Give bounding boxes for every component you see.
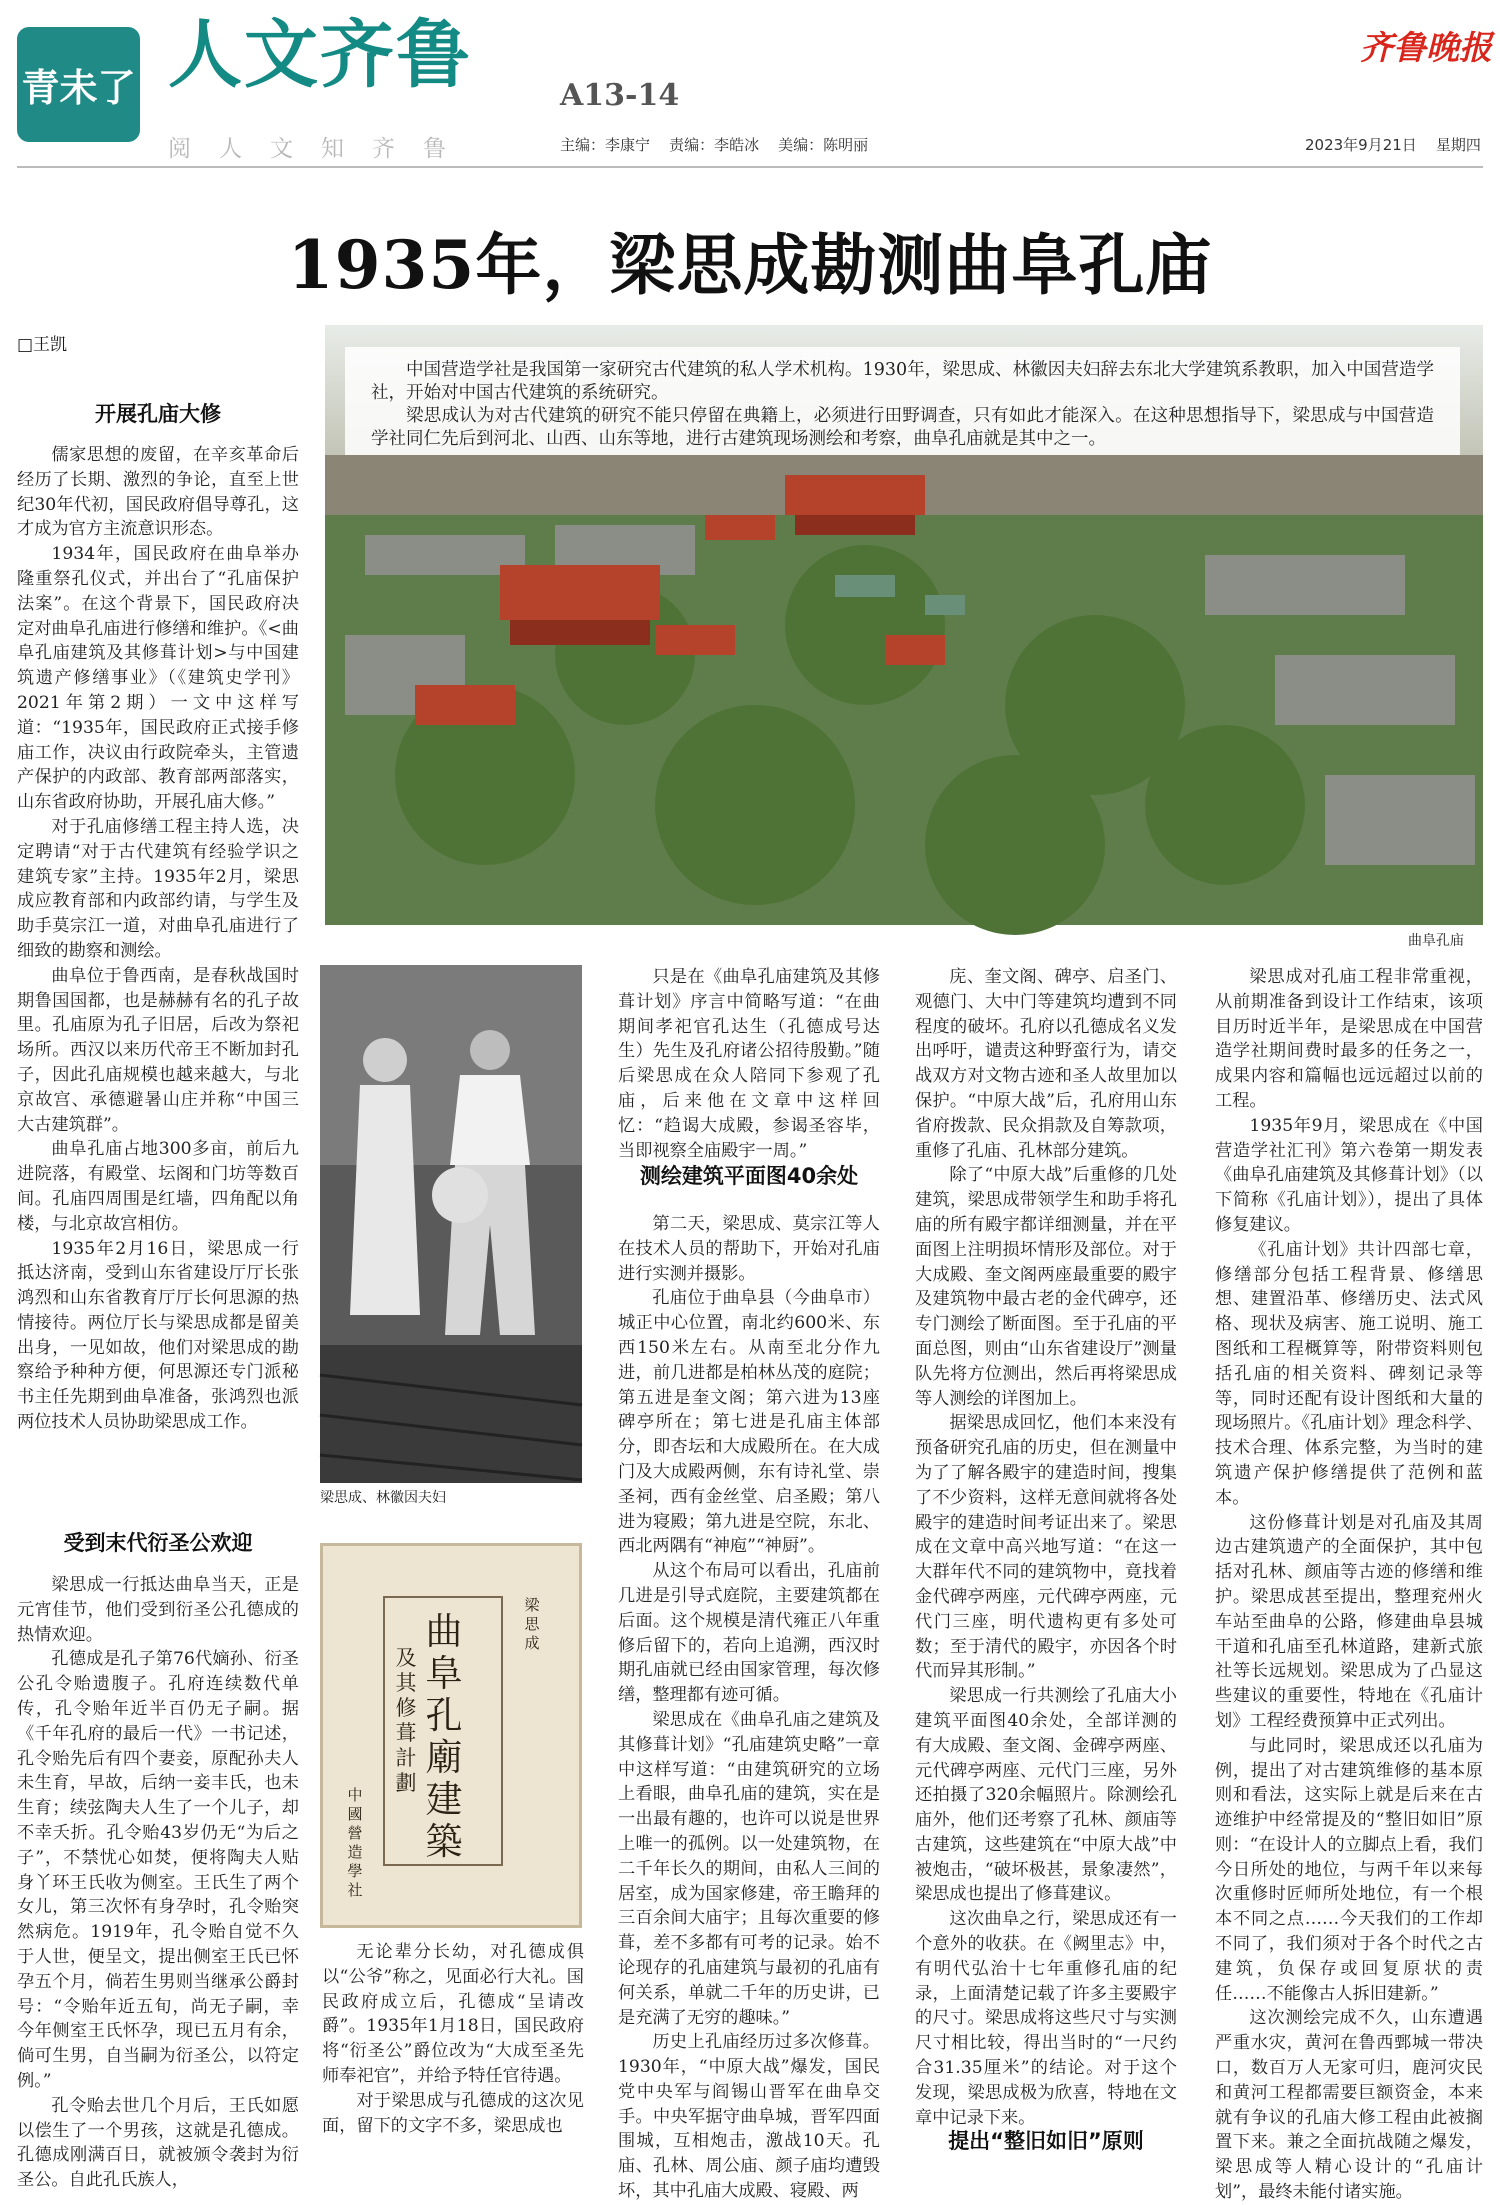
book-author: 梁思成 (524, 1596, 540, 1652)
article-intro (345, 347, 1460, 455)
paragraph: 孔德成是孔子第76代嫡孙、衍圣公孔令贻遗腹子。孔府连续数代单传，孔令贻年近半百仍无子嗣。据《千年孔府的最后一代》一书记述，孔令贻先后有四个妻妾，原配孙夫人未生育，早故，后纳一妾丰氏，也未生育；续弦陶夫人生了一个儿子，却不幸夭折。孔令贻43岁仍无“为后之子”，不禁忧心如焚，便将陶夫人贴身丫环王氏收为侧室。王氏生了两个女儿，第三次怀有身孕时，孔令贻突然病危。1919年，孔令贻自觉不久于人世，便呈文，提出侧室王氏已怀孕五个月，倘若生男则当继承公爵封号：“令贻年近五旬，尚无子嗣，幸今年侧室王氏怀孕，现已五月有余，倘可生男，自当嗣为衍圣公，以符定例。” (17, 1649, 299, 2091)
column-logo: 青未了 (17, 27, 140, 142)
book-title: 曲阜孔廟建築 (425, 1610, 463, 1863)
page-number: A13-14 (560, 78, 680, 113)
paragraph: 这次测绘完成不久，山东遭遇严重水灾，黄河在鲁西鄄城一带决口，数百万人无家可归，鹿河灾民和黄河工程都需要巨额资金，本来就有争议的孔庙大修工程由此被搁置下来。兼之全面抗战随之爆发，梁思成等人精心设计的“孔庙计划”，最终未能付诸实施。 (1215, 2008, 1483, 2203)
paragraph: 对于梁思成与孔德成的这次见面，留下的文字不多，梁思成也 (322, 2090, 584, 2136)
newspaper-logo: 齐鲁晚报 (1360, 28, 1492, 67)
issue-date: 2023年9月21日 星期四 (1305, 136, 1481, 154)
subheading-1: 开展孔庙大修 (95, 402, 221, 426)
paragraph: 儒家思想的废留，在辛亥革命后经历了长期、激烈的争论，直至上世纪30年代初，国民政府倡导尊孔，这才成为官方主流意识形态。 (17, 445, 299, 540)
book-cover-photo (320, 1543, 582, 1928)
paragraph: 据梁思成回忆，他们本来没有预备研究孔庙的历史，但在测量中为了了解各殿宇的建造时间，搜集了不少资料，这样无意间就将各处殿宇的建造时间考证出来了。梁思成在文章中高兴地写道：“在这一大群年代不同的建筑物中，竟找着金代碑亭两座，元代碑亭两座，元代门三座，明代遗构更有多处可数；至于清代的殿宇，亦因各个时代而异其形制。” (915, 1413, 1177, 1682)
paragraph: 历史上孔庙经历过多次修葺。1930年，“中原大战”爆发，国民党中央军与阎锡山晋军在曲阜交手。中央军据守曲阜城，晋军四面围城，互相炮击，激战10天。孔庙、孔林、周公庙、颜子庙均遭毁坏，其中孔庙大成殿、寝殿、两 (618, 2032, 880, 2202)
subheading-3: 测绘建筑平面图40余处 (639, 1164, 859, 1188)
column-5-text (1215, 965, 1483, 2203)
paragraph: 无论辈分长幼，对孔德成俱以“公爷”称之，见面必行大礼。国民政府成立后，孔德成“呈请改爵”。1935年1月18日，国民政府将“衍圣公”爵位改为“大成至圣先师奉祀官”，并给予特任官待遇。 (322, 1942, 584, 2086)
paragraph: 第二天，梁思成、莫宗江等人在技术人员的帮助下，开始对孔庙进行实测并摄影。 (618, 1214, 880, 1284)
couple-photo-caption: 梁思成、林徽因夫妇 (320, 1490, 446, 1506)
paragraph: 这份修葺计划是对孔庙及其周边古建筑遗产的全面保护，其中包括对孔林、颜庙等古迹的修缮和维护。梁思成甚至提出，整理兖州火车站至曲阜的公路，修建曲阜县城干道和孔庙至孔林道路，建新式旅社等长远规划。梁思成为了凸显这些建议的重要性，特地在《孔庙计划》工程经费预算中正式列出。 (1215, 1512, 1483, 1731)
intro-paragraph-2: 梁思成认为对古代建筑的研究不能只停留在典籍上，必须进行田野调查，只有如此才能深入。在这种思想指导下，梁思成与中国营造学社同仁先后到河北、山西、山东等地，进行古建筑现场测绘和考察，曲阜孔庙就是其中之一。 (371, 406, 1434, 449)
editor-credits: 主编：李康宁 责编：李皓冰 美编：陈明丽 (560, 136, 869, 154)
section-subtitle: 阅人文知齐鲁 (168, 136, 474, 162)
intro-paragraph-1: 中国营造学社是我国第一家研究古代建筑的私人学术机构。1930年，梁思成、林徽因夫妇辞去东北大学建筑系教职，加入中国营造学社，开始对中国古代建筑的系统研究。 (371, 360, 1434, 403)
paragraph: 梁思成一行抵达曲阜当天，正是元宵佳节，他们受到衍圣公孔德成的热情欢迎。 (17, 1575, 299, 1645)
paragraph: 曲阜孔庙占地300多亩，前后九进院落，有殿堂、坛阁和门坊等数百间。孔庙四周围是红墙，四角配以角楼，与北京故宫相仿。 (17, 1139, 299, 1234)
column-3b-text (618, 1212, 880, 2202)
book-subtitle: 及其修葺計劃 (395, 1646, 417, 1795)
subheading-2: 受到末代衍圣公欢迎 (63, 1531, 253, 1555)
paragraph: 孔庙位于曲阜县（今曲阜市）城正中心位置，南北约600米、东西150米左右。从南至北分作九进，前几进都是柏林丛茂的庭院；第五进是奎文阁；第六进为13座碑亭所在；第七进是孔庙主体部分，即杏坛和大成殿所在。在大成门及大成殿两侧，东有诗礼堂、崇圣祠，西有金丝堂、启圣殿；第八进为寝殿；第九进是空院，东北、西北两隅有“神庖”“神厨”。 (618, 1288, 880, 1557)
paragraph: 从这个布局可以看出，孔庙前几进是引导式庭院，主要建筑都在后面。这个规模是清代雍正八年重修后留下的，若向上追溯，西汉时期孔庙就已经由国家管理，每次修缮，整理都有迹可循。 (618, 1561, 880, 1706)
main-photo-caption: 曲阜孔庙 (1408, 933, 1464, 949)
paragraph: 梁思成一行共测绘了孔庙大小建筑平面图40余处，全部详测的有大成殿、奎文阁、金碑亭两座、元代碑亭两座、元代门三座，另外还拍摄了320余幅照片。除测绘孔庙外，他们还考察了孔林、颜庙等古建筑，这些建筑在“中原大战”中被炮击，“破坏极甚，景象凄然”，梁思成也提出了修葺建议。 (915, 1686, 1177, 1905)
column-1b-text (17, 1573, 299, 2198)
paragraph: 只是在《曲阜孔庙建筑及其修葺计划》序言中简略写道：“在曲期间孝祀官孔达生（孔德成号达生）先生及孔府诸公招待殷勤。”随后梁思成在众人陪同下参观了孔庙，后来他在文章中这样回忆：“趋谒大成殿，参谒圣容毕，当即视察全庙殿宇一周。” (618, 967, 880, 1161)
paragraph: 1934年，国民政府在曲阜举办隆重祭孔仪式，并出台了“孔庙保护法案”。在这个背景下，国民政府决定对曲阜孔庙进行修缮和维护。《<曲阜孔庙建筑及其修葺计划>与中国建筑遗产修缮事业》（《建筑史学刊》2021年第2期）一文中这样写道：“1935年，国民政府正式接手修庙工作，决议由行政院牵头，主管遗产保护的内政部、教育部两部落实，山东省政府协助，开展孔庙大修。” (17, 544, 299, 813)
subheading-4: 提出“整旧如旧”原则 (948, 2129, 1144, 2153)
couple-photo-illustration (320, 965, 582, 1483)
column-2-text (322, 1940, 584, 2198)
column-1-text (17, 443, 299, 1508)
paragraph: 与此同时，梁思成还以孔庙为例，提出了对古建筑维修的基本原则和看法，这实际上就是后来在古迹维护中经常提及的“整旧如旧”原则：“在设计人的立脚点上看，我们今日所处的地位，与两千年以来每次重修时匠师所处地位，有一个根本不同之点……今天我们的工作却不同了，我们须对于各个时代之古建筑，负保存或回复原状的责任……不能像古人拆旧建新。” (1215, 1735, 1483, 2004)
article-headline: 1935年，梁思成勘测曲阜孔庙 (287, 226, 1213, 304)
paragraph: 梁思成对孔庙工程非常重视，从前期准备到设计工作结束，该项目历时近半年，是梁思成在中国营造学社期间费时最多的任务之一，成果内容和篇幅也远远超过以前的工程。 (1215, 967, 1483, 1111)
paragraph: 除了“中原大战”后重修的几处建筑，梁思成带领学生和助手将孔庙的所有殿宇都详细测量，并在平面图上注明损坏情形及部位。对于大成殿、奎文阁两座最重要的殿宇及建筑物中最古老的金代碑亭，还专门测绘了断面图。至于孔庙的平面总图，则由“山东省建设厅”测量队先将方位测出，然后再将梁思成等人测绘的详图加上。 (915, 1165, 1177, 1409)
paragraph: 对于孔庙修缮工程主持人选，决定聘请“对于古代建筑有经验学识之建筑专家”主持。1935年2月，梁思成应教育部和内政部约请，与学生及助手莫宗江一道，对曲阜孔庙进行了细致的勘察和测绘。 (17, 816, 299, 961)
paragraph: 梁思成在《曲阜孔庙之建筑及其修葺计划》“孔庙建筑史略”一章中这样写道：“由建筑研究的立场上看眼，曲阜孔庙的建筑，实在是一出最有趣的，也许可以说是世界上唯一的孤例。以一处建筑物，在二千年长久的期间，由私人三间的居室，成为国家修建，帝王瞻拜的三百余间大庙宇；且每次重要的修葺，差不多都有可考的记录。始不论现存的孔庙建筑与最初的孔庙有何关系，单就二千年的历史讲，已是充满了无穷的趣味。” (618, 1709, 880, 2028)
header-divider (17, 166, 1483, 168)
byline: □王凯 (17, 335, 68, 355)
paragraph: 1935年9月，梁思成在《中国营造学社汇刊》第六卷第一期发表《曲阜孔庙建筑及其修葺计划》（以下简称《孔庙计划》），提出了具体修复建议。 (1215, 1115, 1483, 1235)
column-3-text (618, 965, 880, 1161)
paragraph: 庑、奎文阁、碑亭、启圣门、观德门、大中门等建筑均遭到不同程度的破坏。孔府以孔德成名义发出呼吁，谴责这种野蛮行为，请交战双方对文物古迹和圣人故里加以保护。“中原大战”后，孔府用山东省府拨款、民众捐款及自筹款项，重修了孔庙、孔林部分建筑。 (915, 967, 1177, 1161)
section-title: 人文齐鲁 (168, 12, 472, 98)
paragraph: 1935年2月16日，梁思成一行抵达济南，受到山东省建设厅厅长张鸿烈和山东省教育厅厅长何思源的热情接待。两位厅长与梁思成都是留美出身，一见如故，他们对梁思成的勘察给予种种方便，何思源还专门派秘书主任先期到曲阜准备，张鸿烈也派两位技术人员协助梁思成工作。 (17, 1238, 299, 1433)
liang-lin-couple-photo (320, 965, 582, 1483)
paragraph: 孔令贻去世几个月后，王氏如愿以偿生了一个男孩，这就是孔德成。孔德成刚满百日，就被颁令袭封为衍圣公。自此孔氏族人， (17, 2095, 299, 2191)
paragraph: 《孔庙计划》共计四部七章，修缮部分包括工程背景、修缮思想、建置沿革、修缮历史、法式风格、现状及病害、施工说明、施工图纸和工程概算等，附带资料则包括孔庙的相关资料、碑刻记录等等，同时还配有设计图纸和大量的现场照片。《孔庙计划》理念科学、技术合理、体系完整，为当时的建筑遗产保护修缮提供了范例和蓝本。 (1215, 1239, 1483, 1508)
column-4-text (915, 965, 1177, 2128)
paragraph: 曲阜位于鲁西南，是春秋战国时期鲁国国都，也是赫赫有名的孔子故里。孔庙原为孔子旧居，后改为祭祀场所。西汉以来历代帝王不断加封孔子，因此孔庙规模也越来越大，与北京故宫、承德避暑山庄并称“中国三大古建筑群”。 (17, 965, 299, 1135)
paragraph: 这次曲阜之行，梁思成还有一个意外的收获。在《阙里志》中，有明代弘治十七年重修孔庙的纪录，上面清楚记载了许多主要殿宇的尺寸。梁思成将这些尺寸与实测尺寸相比较，得出当时的“一尺约合31.35厘米”的结论。对于这个发现，梁思成极为欣喜，特地在文章中记录下来。 (915, 1909, 1177, 2128)
book-publisher: 中國營造學社 (347, 1786, 363, 1899)
